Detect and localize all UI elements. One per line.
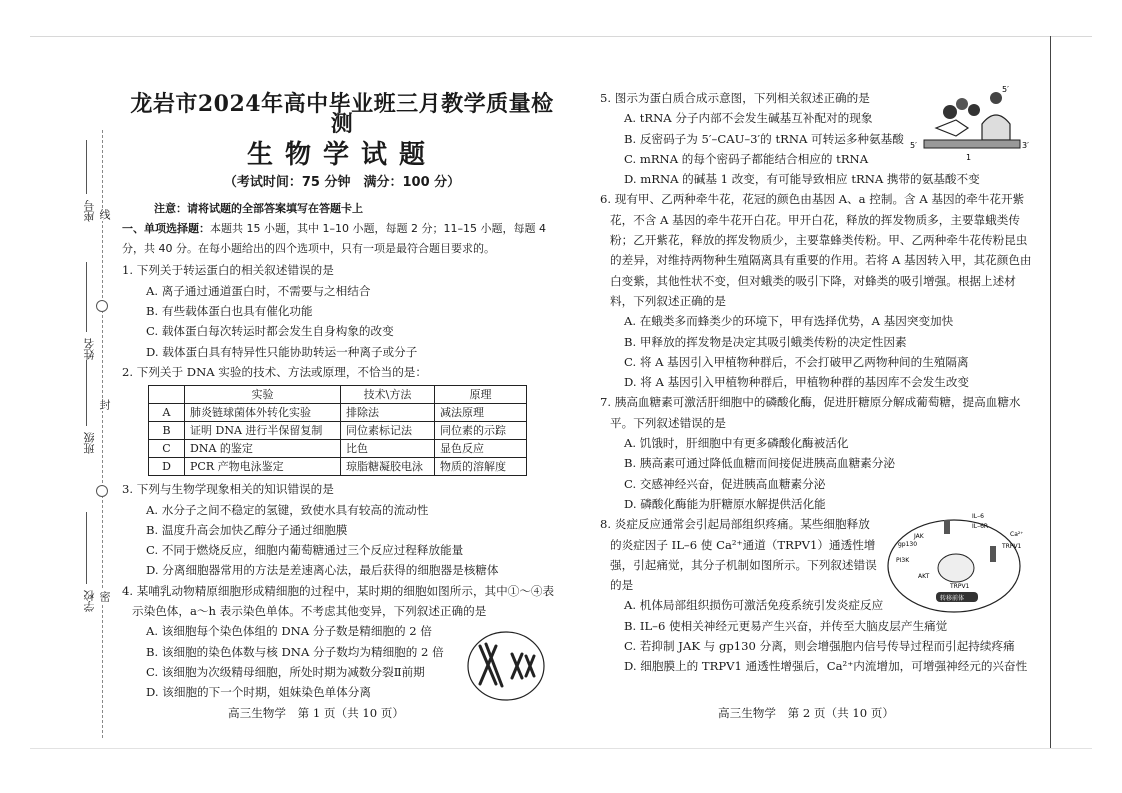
option[interactable]: A. 该细胞每个染色体组的 DNA 分子数是精细胞的 2 倍 — [146, 624, 432, 639]
page-divider — [1050, 36, 1051, 748]
amino-acid — [990, 92, 1002, 104]
option[interactable]: D. 细胞膜上的 TRPV1 通透性增强后，Ca²⁺内流增加，可增强神经元的兴奋性 — [624, 659, 1028, 674]
binding-hole — [96, 300, 108, 312]
translation-figure — [906, 84, 1034, 164]
figure-label: gp130 — [898, 541, 918, 548]
option[interactable]: D. 分离细胞器常用的方法是差速离心法，最后获得的细胞器是核糖体 — [146, 563, 499, 578]
table-cell: DNA 的鉴定 — [185, 440, 341, 458]
dna-methods-table — [148, 385, 527, 476]
table-cell: 比色 — [341, 440, 435, 458]
cell-outline — [468, 632, 544, 700]
question-2 — [122, 362, 562, 476]
option[interactable]: B. 反密码子为 5′–CAU–3′的 tRNA 可转运多种氨基酸 — [624, 131, 904, 146]
option[interactable]: A. 机体局部组织损伤可激活免疫系统引发炎症反应 — [624, 598, 884, 613]
option[interactable]: D. mRNA 的碱基 1 改变，有可能导致相应 tRNA 携带的氨基酸不变 — [624, 172, 980, 187]
field-class-label: 班级 — [83, 432, 96, 454]
amino-acid — [943, 105, 957, 119]
table-row — [149, 422, 527, 440]
school-blank[interactable] — [86, 512, 87, 584]
seal-char: 封 — [98, 399, 111, 410]
option[interactable]: A. 饥饿时，肝细胞中有更多磷酸化酶被活化 — [624, 436, 849, 451]
page-1-footer: 高三生物学 第 1 页（共 10 页） — [228, 706, 404, 720]
option[interactable]: D. 将 A 基因引入甲植物种群后，甲植物种群的基因库不会发生改变 — [624, 375, 970, 390]
receptor — [944, 520, 950, 534]
exam-subject: 生物学试题 — [246, 139, 437, 170]
field-name-label: 姓名 — [83, 338, 96, 360]
option[interactable]: B. 胰高素可通过降低血糖而间接促进胰高血糖素分泌 — [624, 456, 895, 471]
question-stem: 6. 现有甲、乙两种牵牛花，花冠的颜色由基因 A、a 控制。含 A 基因的牵牛花开紫花，不含 A 基因的牵牛花开白花。甲开白花，释放的挥发物质多，主要靠蛾类传粉；乙开紫花，释放的挥发物质少，主要靠蜂类传粉。甲、乙两种牵牛花传粉昆虫的差异，对维持两物种生殖隔离具有重要的作用。若将 A 基因转入甲，其花颜色由白变紫，其他性状不变，但对蛾类的吸引下降，对蜂类的吸引增强。根据上述材料，下列叙述正确的是 — [600, 192, 1032, 308]
figure-label: 转移前体 — [940, 595, 965, 602]
seal-char: 密 — [98, 591, 111, 602]
section-heading — [122, 219, 562, 258]
name-blank[interactable] — [86, 262, 87, 332]
table-row — [149, 458, 527, 476]
section-text: 本题共 15 小题，其中 1–10 小题，每题 2 分；11–15 小题，每题 4 分，共 40 分。在每小题给出的四个选项中，只有一项是最符合题目要求的。 — [122, 222, 546, 255]
amino-acid — [956, 98, 968, 110]
figure-label: TRPV1 — [950, 583, 970, 590]
option[interactable]: A. tRNA 分子内部不会发生碱基互补配对的现象 — [624, 111, 873, 126]
option[interactable]: A. 水分子之间不稳定的氢键，致使水具有较高的流动性 — [146, 502, 429, 517]
binding-hole — [96, 485, 108, 497]
figure-label: 5′ — [910, 141, 917, 150]
chromosome-pair — [480, 644, 534, 686]
option[interactable]: C. 载体蛋白每次转运时都会发生自身构象的改变 — [146, 324, 394, 339]
table-header — [149, 386, 185, 404]
question-stem: 2. 下列关于 DNA 实验的技术、方法或原理，不恰当的是： — [122, 364, 427, 379]
option[interactable]: D. 载体蛋白具有特异性只能协助转运一种离子或分子 — [146, 344, 418, 359]
option[interactable]: C. 该细胞为次级精母细胞，所处时期为减数分裂Ⅱ前期 — [146, 664, 425, 679]
trpv1-channel — [990, 546, 996, 562]
table-header: 技术\方法 — [341, 386, 435, 404]
question-stem: 5. 图示为蛋白质合成示意图，下列相关叙述正确的是 — [600, 91, 870, 105]
table-cell: 减法原理 — [435, 404, 527, 422]
figure-label: IL–6 — [972, 513, 984, 520]
seal-line — [102, 130, 103, 738]
table-cell: B — [149, 422, 185, 440]
option[interactable]: D. 该细胞的下一个时期，姐妹染色单体分离 — [146, 685, 371, 700]
figure-label: PI3K — [896, 557, 910, 564]
option[interactable]: C. 若抑制 JAK 与 gp130 分离，则会增强胞内信号传导过程而引起持续疼痛 — [624, 639, 1015, 654]
figure-label: AKT — [918, 573, 930, 580]
sheet-top-edge — [30, 36, 1092, 37]
table-cell: 琼脂糖凝胶电泳 — [341, 458, 435, 476]
table-row — [149, 440, 527, 458]
option[interactable]: C. 不同于燃烧反应，细胞内葡萄糖通过三个反应过程释放能量 — [146, 543, 464, 558]
table-cell: 物质的溶解度 — [435, 458, 527, 476]
option[interactable]: A. 在蛾类多而蜂类少的环境下，甲有选择优势，A 基因突变加快 — [624, 314, 954, 329]
question-stem: 1. 下列关于转运蛋白的相关叙述错误的是 — [122, 263, 334, 278]
seat-blank[interactable] — [86, 140, 87, 194]
table-header: 原理 — [435, 386, 527, 404]
option[interactable]: B. 有些载体蛋白也具有催化功能 — [146, 304, 313, 319]
trna — [936, 120, 968, 136]
binding-margin — [0, 0, 115, 793]
table-cell: 证明 DNA 进行半保留复制 — [185, 422, 341, 440]
figure-label: 5′ — [1002, 85, 1009, 94]
figure-label: IL–6R — [972, 523, 989, 530]
exam-notice: 注意：请将试题的全部答案填写在答题卡上 — [154, 202, 363, 216]
question-stem: 4. 某哺乳动物精原细胞形成精细胞的过程中，某时期的细胞如图所示，其中①～④表示染色体，a～h 表示染色单体。不考虑其他变异，下列叙述正确的是 — [122, 583, 555, 619]
option[interactable]: C. mRNA 的每个密码子都能结合相应的 tRNA — [624, 151, 869, 166]
nucleus — [938, 554, 974, 582]
table-row — [149, 404, 527, 422]
option[interactable]: D. 磷酸化酶能为肝糖原水解提供活化能 — [624, 496, 826, 511]
chromosome-figure — [466, 630, 546, 702]
field-seat-label: 座号 — [83, 200, 96, 222]
figure-label: 1 — [966, 153, 972, 162]
option[interactable]: B. 温度升高会加快乙醇分子通过细胞膜 — [146, 522, 348, 537]
table-header-row — [149, 386, 527, 404]
question-1 — [122, 260, 562, 361]
table-cell: PCR 产物电泳鉴定 — [185, 458, 341, 476]
question-7 — [600, 392, 1035, 514]
field-school-label: 学校 — [83, 590, 96, 612]
question-3 — [122, 479, 562, 580]
table-cell: D — [149, 458, 185, 476]
section-label: 一、单项选择题： — [122, 222, 210, 236]
mrna-strand — [924, 140, 1020, 148]
option[interactable]: C. 将 A 基因引入甲植物种群后，不会打破甲乙两物种间的生殖隔离 — [624, 354, 969, 369]
table-cell: 同位素的示踪 — [435, 422, 527, 440]
question-stem: 8. 炎症反应通常会引起局部组织疼痛。某些细胞释放的炎症因子 IL–6 使 Ca²⁺通道（TRPV1）通透性增强，引起痛觉，其分子机制如图所示。下列叙述错误的是 — [600, 517, 877, 593]
figure-label: Ca²⁺ — [1010, 531, 1024, 538]
il6-signalling-figure — [884, 506, 1034, 616]
table-cell: A — [149, 404, 185, 422]
page-1-column — [122, 80, 562, 703]
figure-label: JAK — [914, 533, 924, 540]
option[interactable]: C. 交感神经兴奋，促进胰高血糖素分泌 — [624, 476, 826, 491]
table-cell: C — [149, 440, 185, 458]
table-header: 实验 — [185, 386, 341, 404]
option[interactable]: B. 该细胞的染色体数与核 DNA 分子数均为精细胞的 2 倍 — [146, 644, 444, 659]
table-cell: 肺炎链球菌体外转化实验 — [185, 404, 341, 422]
page-2-footer: 高三生物学 第 2 页（共 10 页） — [718, 706, 894, 720]
option[interactable]: B. IL–6 使相关神经元更易产生兴奋，并传至大脑皮层产生痛觉 — [624, 618, 948, 633]
sheet-bottom-edge — [30, 748, 1092, 749]
class-blank[interactable] — [86, 360, 87, 426]
option[interactable]: A. 离子通过通道蛋白时，不需要与之相结合 — [146, 283, 371, 298]
figure-label: 3′ — [1022, 141, 1029, 150]
ribosome — [982, 115, 1010, 140]
table-cell: 显色反应 — [435, 440, 527, 458]
amino-acid — [968, 104, 980, 116]
table-cell: 排除法 — [341, 404, 435, 422]
question-6 — [600, 189, 1035, 392]
exam-title: 龙岩市2024年高中毕业班三月教学质量检测 — [130, 91, 554, 138]
option[interactable]: B. 甲释放的挥发物是决定其吸引蛾类传粉的决定性因素 — [624, 334, 907, 349]
seal-char: 线 — [98, 209, 111, 220]
table-cell: 同位素标记法 — [341, 422, 435, 440]
question-stem: 3. 下列与生物学现象相关的知识错误的是 — [122, 482, 334, 497]
figure-label: TRPV1 — [1002, 543, 1022, 550]
question-stem: 7. 胰高血糖素可激活肝细胞中的磷酸化酶，促进肝糖原分解成葡萄糖，提高血糖水平。下列叙述错误的是 — [600, 395, 1021, 430]
exam-time-info: （考试时间：75 分钟 满分：100 分） — [223, 174, 461, 190]
